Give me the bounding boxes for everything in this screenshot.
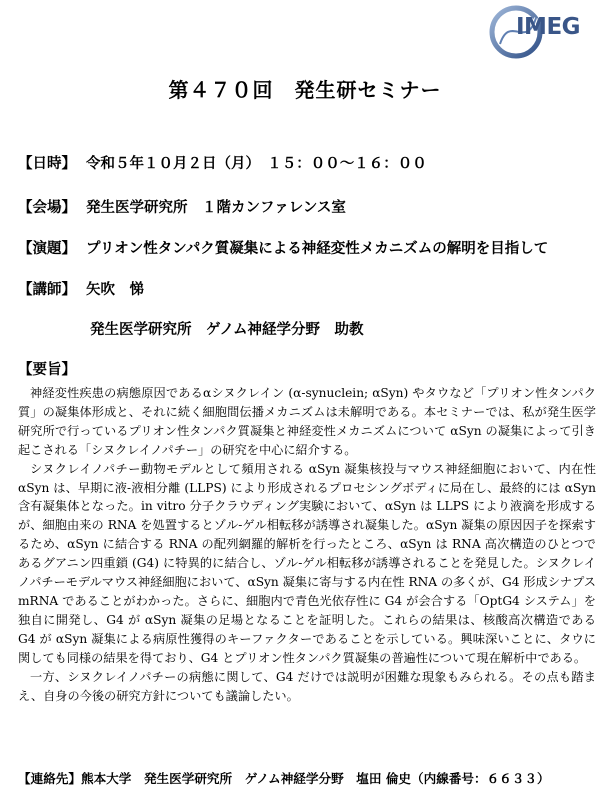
abstract-label: 【要旨】	[18, 362, 76, 378]
venue-value: 発生医学研究所 １階カンファレンス室	[86, 200, 346, 216]
abstract-paragraph: 神経変性疾患の病態原因であるαシヌクレイン (α-synuclein; αSyn) やタウなど「プリオン性タンパク質」の凝集体形成と、それに続く細胞間伝播メカニズムは未解明である。本セミナーでは、私が発生医学研究所で行っているプリオン性タンパク質凝集と神経変性メカニズムについて αSyn の凝集によって引き起こされる「シヌクレイノパチー」の研究を中心に紹介する。	[18, 386, 596, 457]
speaker-affiliation: 発生医学研究所 ゲノム神経学分野 助教	[90, 322, 364, 338]
speaker-name: 矢吹 悌	[86, 282, 144, 298]
abstract-body	[18, 384, 596, 705]
page-title: 第４７０回 発生研セミナー	[168, 78, 442, 102]
date-value: 令和５年１０月２日（月） １５：００〜１６：００	[86, 156, 427, 172]
venue-row	[18, 196, 346, 217]
contact-info: 【連絡先】熊本大学 発生医学研究所 ゲノム神経学分野 塩田 倫史（内線番号：６６３３）	[18, 771, 550, 786]
speaker-label: 【講師】	[18, 282, 76, 298]
topic-label: 【演題】	[18, 241, 76, 257]
venue-label: 【会場】	[18, 200, 76, 216]
date-label: 【日時】	[18, 156, 76, 172]
topic-row	[18, 237, 548, 258]
abstract-paragraph: シヌクレイノパチー動物モデルとして頻用される αSyn 凝集核投与マウス神経細胞において、内在性 αSyn は、早期に液-液相分離 (LLPS) により形成されるプロセシングボディに局在し、最終的には αSyn 含有凝集体となった。in vitro 分子クラウディング実験において、αSyn は LLPS により液滴を形成するが、細胞由来の RNA を処置するとゾル-ゲル相転移が誘導され凝集した。αSyn 凝集の原因因子を探索するため、αSyn に結合する RNA の配列網羅的解析を行ったところ、αSyn は RNA 高次構造のひとつであるグアニン四重鎖 (G4) に特異的に結合し、ゾル-ゲル相転移が誘導されることを発見した。シヌクレイノパチーモデルマウス神経細胞において、αSyn 凝集に寄与する内在性 RNA の多くが、G4 形成シナプス mRNA であることがわかった。さらに、細胞内で青色光依存性に G4 が会合する「OptG4 システム」を独自に開発し、G4 が αSyn 凝集の足場となることを証明した。これらの結果は、核酸高次構造である G4 が αSyn 凝集による病原性獲得のキーファクターであることを示している。興味深いことに、タウに関しても同様の結果を得ており、G4 とプリオン性タンパク質凝集の普遍性について現在解析中である。	[18, 461, 596, 665]
logo-text: IMEG	[516, 14, 581, 40]
abstract-paragraph: 一方、シヌクレイノパチーの病態に関して、G4 だけでは説明が困難な現象もみられる。その点も踏まえ、自身の今後の研究方針についても議論したい。	[18, 669, 596, 703]
date-row	[18, 152, 427, 173]
speaker-row	[18, 278, 144, 299]
topic-value: プリオン性タンパク質凝集による神経変性メカニズムの解明を目指して	[86, 241, 549, 257]
